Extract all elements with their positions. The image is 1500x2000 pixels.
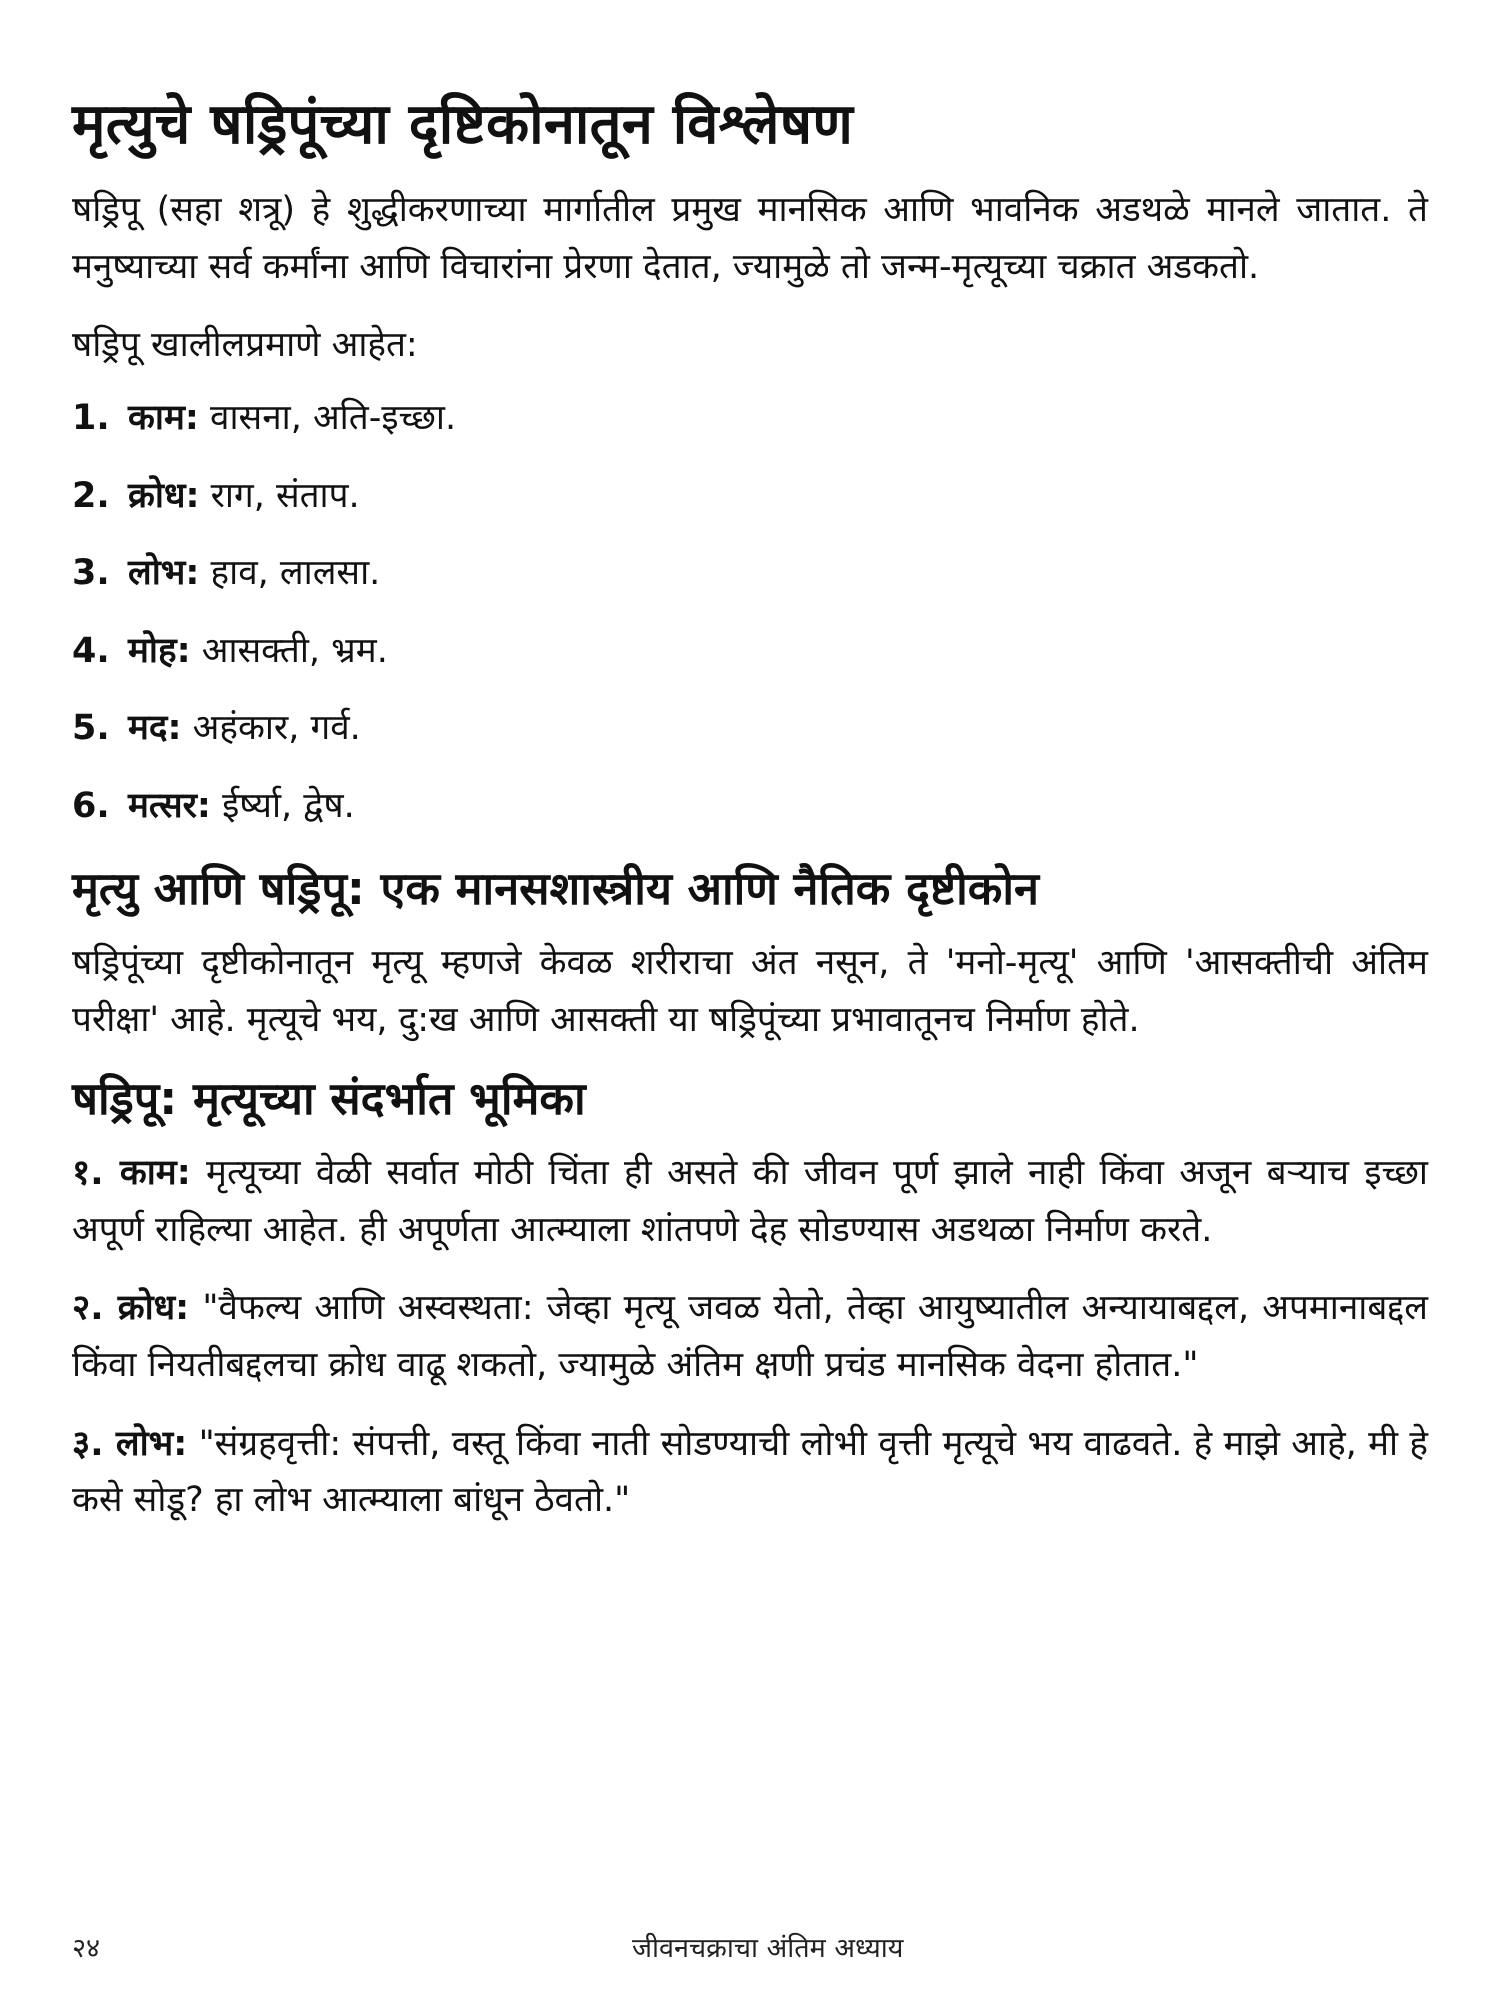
list-item-number: 3.: [72, 553, 110, 594]
list-item: [72, 706, 1428, 752]
list-item-number: 5.: [72, 708, 110, 749]
list-item-term: मोह:: [128, 630, 191, 671]
list-item-term: मद:: [128, 708, 182, 749]
list-intro: षड्रिपू खालीलप्रमाणे आहेत:: [72, 325, 418, 366]
role-paragraph: [72, 1145, 1428, 1258]
list-item-term: लोभ:: [128, 553, 200, 594]
role-paragraph: [72, 1280, 1428, 1393]
book-title: जीवनचक्राचा अंतिम अध्याय: [632, 1933, 904, 1964]
section-heading-role: षड्रिपू: मृत्यूच्या संदर्भात भूमिका: [72, 1071, 586, 1125]
list-item: [72, 784, 1428, 830]
role-text: "वैफल्य आणि अस्वस्थता: जेव्हा मृत्यू जवळ येतो, तेव्हा आयुष्यातील अन्यायाबद्दल, अपमानाबद्दल किंवा नियतीबद्दलचा क्रोध वाढू शकतो, ज्यामुळे अंतिम क्षणी प्रचंड मानसिक वेदना होतात.": [72, 1288, 1428, 1385]
role-label: १. काम:: [72, 1152, 191, 1193]
page-number: २४: [72, 1933, 101, 1964]
section-heading-death-and-ripus: मृत्यु आणि षड्रिपू: एक मानसशास्त्रीय आणि नैतिक दृष्टीकोन: [72, 862, 1040, 916]
list-item: [72, 629, 1428, 675]
list-item-desc: वासना, अति-इच्छा.: [210, 398, 457, 439]
list-item-desc: आसक्ती, भ्रम.: [201, 630, 388, 671]
role-label: ३. लोभ:: [72, 1423, 188, 1464]
list-item-desc: राग, संताप.: [210, 475, 360, 516]
list-item: [72, 396, 1428, 442]
list-item-number: 1.: [72, 398, 110, 439]
role-label: २. क्रोध:: [72, 1288, 190, 1329]
list-item-number: 4.: [72, 630, 110, 671]
list-item-number: 6.: [72, 785, 110, 826]
list-item-term: क्रोध:: [128, 475, 200, 516]
list-item: [72, 551, 1428, 597]
role-paragraph: [72, 1416, 1428, 1529]
intro-paragraph: षड्रिपू (सहा शत्रू) हे शुद्धीकरणाच्या मार्गातील प्रमुख मानसिक आणि भावनिक अडथळे मानले जातात. ते मनुष्याच्या सर्व कर्मांना आणि विचारांना प्रेरणा देतात, ज्यामुळे तो जन्म-मृत्यूच्या चक्रात अडकतो.: [72, 190, 1428, 287]
list-item: [72, 474, 1428, 520]
section-paragraph: षड्रिपूंच्या दृष्टीकोनातून मृत्यू म्हणजे केवळ शरीराचा अंत नसून, ते 'मनो-मृत्यू' आणि 'आसक्तीची अंतिम परीक्षा' आहे. मृत्यूचे भय, दु:ख आणि आसक्ती या षड्रिपूंच्या प्रभावातूनच निर्माण होते.: [72, 943, 1428, 1040]
list-item-desc: ईर्ष्या, द्वेष.: [222, 785, 355, 826]
list-item-term: काम:: [128, 398, 199, 439]
ripu-list: [72, 396, 1428, 829]
role-text: मृत्यूच्या वेळी सर्वात मोठी चिंता ही असते की जीवन पूर्ण झाले नाही किंवा अजून बऱ्याच इच्छा अपूर्ण राहिल्या आहेत. ही अपूर्णता आत्म्याला शांतपणे देह सोडण्यास अडथळा निर्माण करते.: [72, 1152, 1428, 1250]
list-item-term: मत्सर:: [128, 785, 211, 826]
role-text: "संग्रहवृत्ती: संपत्ती, वस्तू किंवा नाती सोडण्याची लोभी वृत्ती मृत्यूचे भय वाढवते. हे माझे आहे, मी हे कसे सोडू? हा लोभ आत्म्याला बांधून ठेवतो.": [72, 1423, 1428, 1521]
list-item-desc: हाव, लालसा.: [210, 553, 381, 594]
page-title: मृत्युचे षड्रिपूंच्या दृष्टिकोनातून विश्लेषण: [72, 92, 854, 157]
list-item-number: 2.: [72, 475, 110, 516]
list-item-desc: अहंकार, गर्व.: [192, 708, 361, 749]
